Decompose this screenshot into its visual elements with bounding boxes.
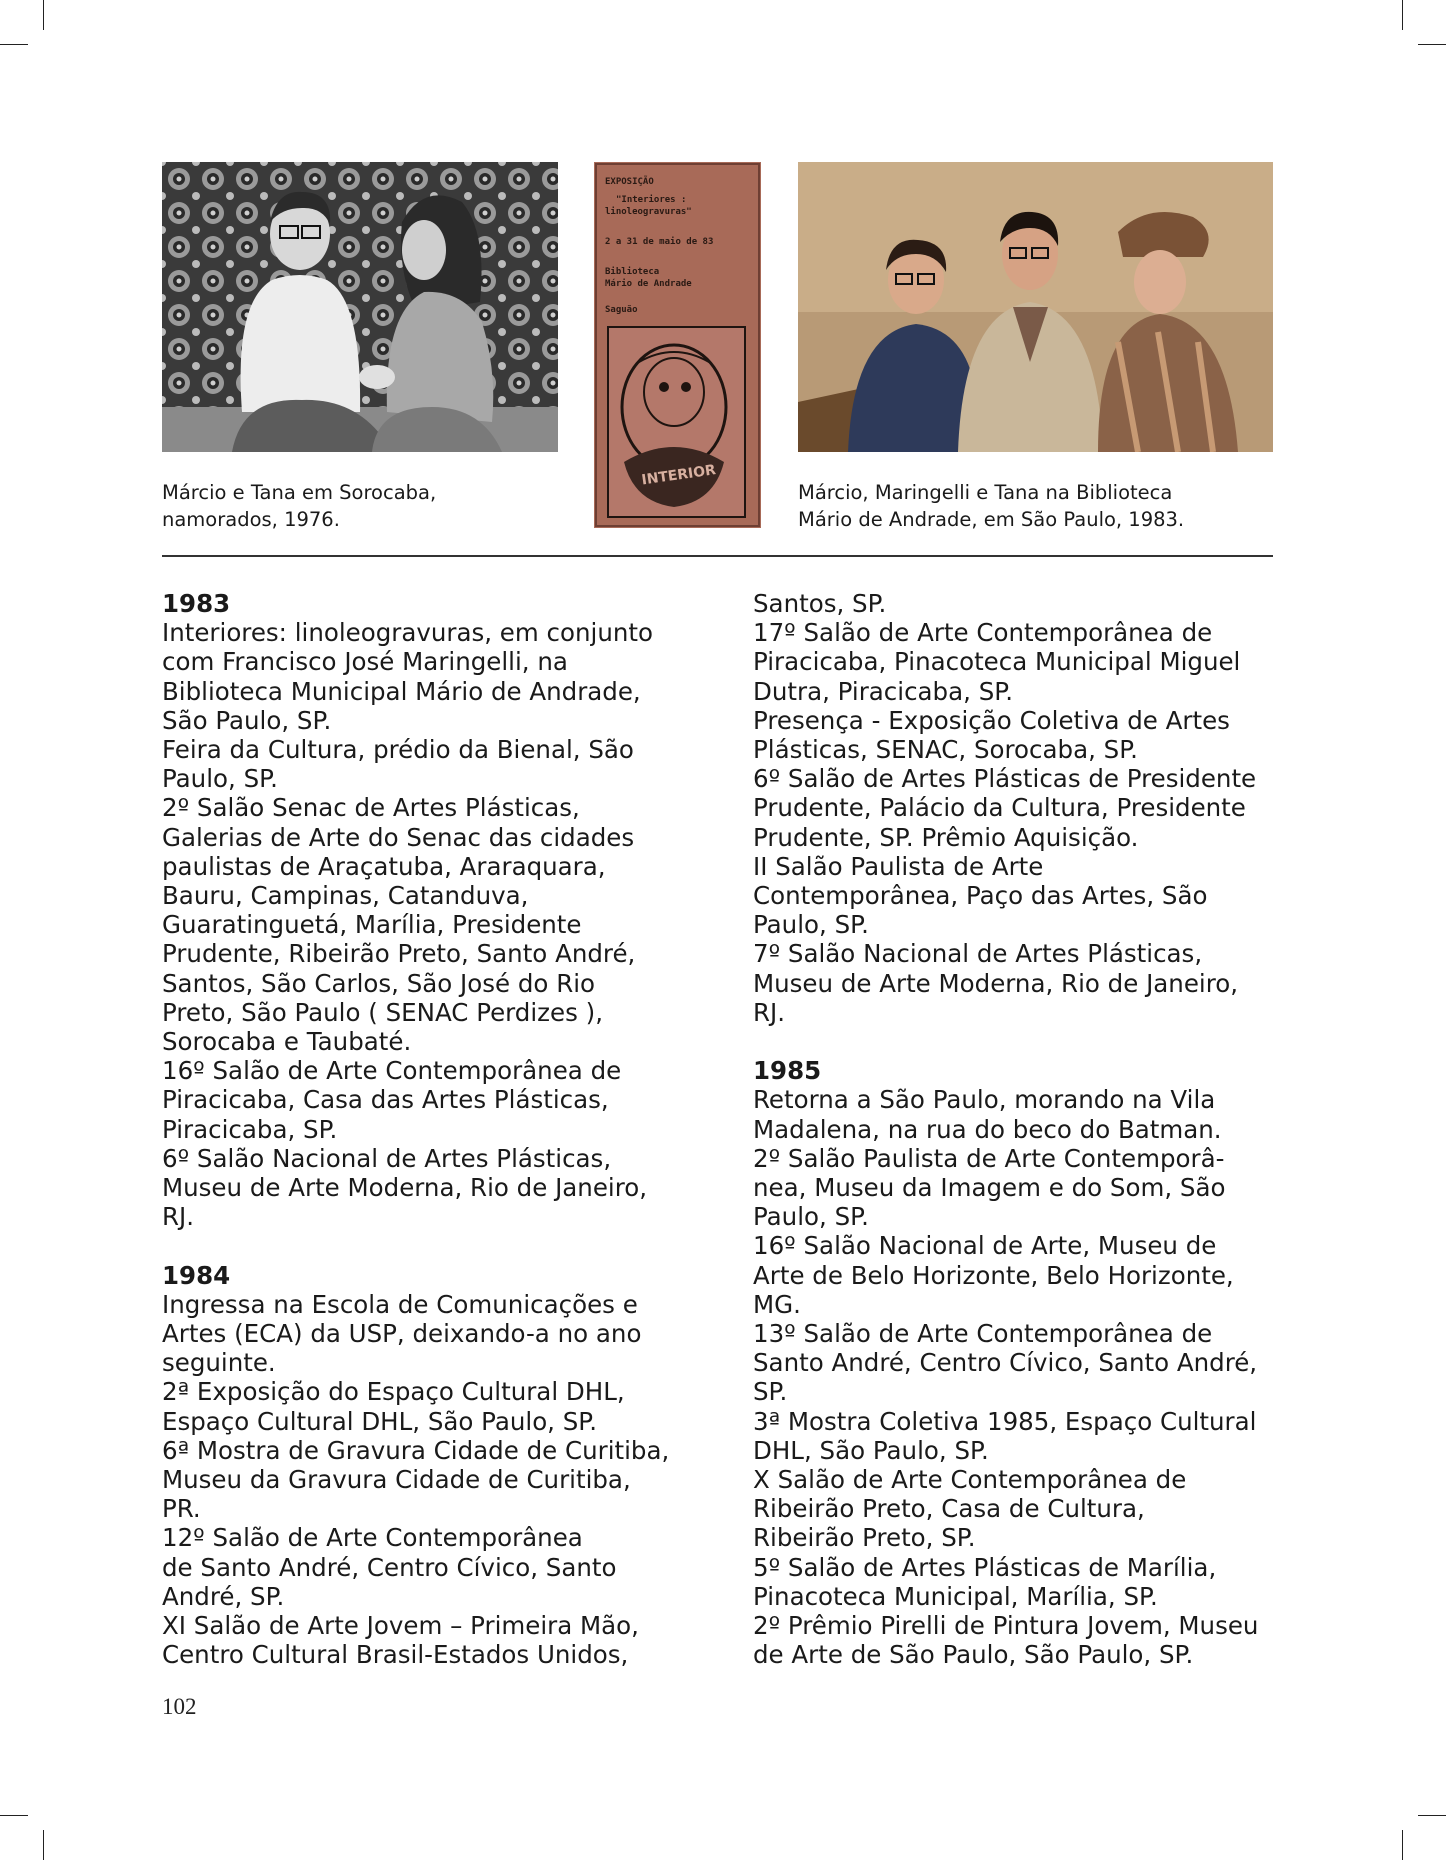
- year-heading-1984: 1984: [162, 1260, 231, 1290]
- entry-line: Arte de Belo Horizonte, Belo Horizonte,: [753, 1260, 1234, 1290]
- entry-line: PR.: [162, 1494, 201, 1524]
- year-heading-1985: 1985: [753, 1056, 822, 1086]
- entry-line: SP.: [753, 1377, 788, 1407]
- page-number: 102: [162, 1694, 197, 1719]
- caption-line: Márcio e Tana em Sorocaba,: [162, 481, 437, 504]
- entry-line: Piracicaba, Pinacoteca Municipal Miguel: [753, 647, 1241, 677]
- entry-line: 2º Salão Senac de Artes Plásticas,: [162, 793, 580, 823]
- crop-mark: [1418, 44, 1446, 45]
- caption-line: namorados, 1976.: [162, 508, 340, 531]
- entry-line: Piracicaba, Casa das Artes Plásticas,: [162, 1085, 609, 1115]
- entry-line: MG.: [753, 1289, 801, 1319]
- entry-line: Ribeirão Preto, Casa de Cultura,: [753, 1494, 1145, 1524]
- entry-line: 6º Salão de Artes Plásticas de Presidente: [753, 764, 1257, 794]
- crop-mark: [1402, 1830, 1403, 1860]
- entry-line: Paulo, SP.: [753, 910, 869, 940]
- entry-line: Preto, São Paulo ( SENAC Perdizes ),: [162, 997, 603, 1027]
- entry-line: 3ª Mostra Coletiva 1985, Espaço Cultural: [753, 1406, 1257, 1436]
- entry-line: 16º Salão Nacional de Arte, Museu de: [753, 1231, 1217, 1261]
- entry-line: Piracicaba, SP.: [162, 1114, 338, 1144]
- entry-line: II Salão Paulista de Arte: [753, 851, 1044, 881]
- entry-line: 2º Salão Paulista de Arte Contemporâ-: [753, 1143, 1225, 1173]
- entry-line: 12º Salão de Arte Contemporânea: [162, 1523, 583, 1553]
- entry-line: Madalena, na rua do beco do Batman.: [753, 1114, 1222, 1144]
- entry-line: 6ª Mostra de Gravura Cidade de Curitiba,: [162, 1435, 670, 1465]
- entry-line: Paulo, SP.: [162, 764, 278, 794]
- crop-mark: [1418, 1815, 1446, 1816]
- poster-line: "Interiores :: [616, 195, 687, 205]
- caption-line: Márcio, Maringelli e Tana na Biblioteca: [798, 481, 1173, 504]
- poster-line: Mário de Andrade: [605, 279, 692, 289]
- poster-art-text: INTERIOR: [640, 462, 717, 489]
- entry-line: X Salão de Arte Contemporânea de: [753, 1465, 1187, 1495]
- entry-line: Museu de Arte Moderna, Rio de Janeiro,: [162, 1173, 648, 1203]
- entry-line: Prudente, Ribeirão Preto, Santo André,: [162, 939, 636, 969]
- poster-line: EXPOSIÇÃO: [605, 177, 654, 187]
- entry-line: paulistas de Araçatuba, Araraquara,: [162, 851, 606, 881]
- entry-line: com Francisco José Maringelli, na: [162, 647, 568, 677]
- entry-line: Retorna a São Paulo, morando na Vila: [753, 1085, 1216, 1115]
- entry-line: seguinte.: [162, 1348, 276, 1378]
- entry-line: 2ª Exposição do Espaço Cultural DHL,: [162, 1377, 625, 1407]
- entry-line: Artes (ECA) da USP, deixando-a no ano: [162, 1319, 642, 1349]
- entry-line: Pinacoteca Municipal, Marília, SP.: [753, 1581, 1158, 1611]
- year-heading-1983: 1983: [162, 589, 231, 618]
- entry-line: Ingressa na Escola de Comunicações e: [162, 1289, 638, 1319]
- crop-mark: [0, 1815, 28, 1816]
- entry-line: XI Salão de Arte Jovem – Primeira Mão,: [162, 1611, 639, 1641]
- entry-line: Santos, São Carlos, São José do Rio: [162, 968, 596, 998]
- entry-line: Bauru, Campinas, Catanduva,: [162, 881, 529, 911]
- entry-line: 17º Salão de Arte Contemporânea de: [753, 618, 1213, 648]
- right-column: [753, 589, 1293, 1670]
- poster-line: 2 a 31 de maio de 83: [605, 237, 714, 247]
- entry-line: nea, Museu da Imagem e do Som, São: [753, 1173, 1226, 1203]
- entry-line: 5º Salão de Artes Plásticas de Marília,: [753, 1552, 1217, 1582]
- entry-line: Feira da Cultura, prédio da Bienal, São: [162, 735, 634, 765]
- section-gap: [162, 1231, 702, 1260]
- entry-line: Plásticas, SENAC, Sorocaba, SP.: [753, 735, 1138, 765]
- entry-line: Santos, SP.: [753, 589, 887, 618]
- entry-line: Interiores: linoleogravuras, em conjunto: [162, 618, 653, 648]
- entry-line: de Santo André, Centro Cívico, Santo: [162, 1552, 617, 1582]
- exhibition-poster: [594, 162, 761, 528]
- poster-artwork: [608, 327, 745, 517]
- entry-line: 6º Salão Nacional de Artes Plásticas,: [162, 1143, 612, 1173]
- entry-line: DHL, São Paulo, SP.: [753, 1435, 989, 1465]
- crop-mark: [1402, 0, 1403, 30]
- entry-line: Museu de Arte Moderna, Rio de Janeiro,: [753, 968, 1239, 998]
- entry-line: André, SP.: [162, 1581, 285, 1611]
- poster-line: Biblioteca: [605, 267, 660, 277]
- caption-line: Mário de Andrade, em São Paulo, 1983.: [798, 508, 1185, 531]
- photo-biblioteca-trio: [798, 162, 1273, 452]
- crop-mark: [0, 44, 28, 45]
- entry-line: Prudente, SP. Prêmio Aquisição.: [753, 822, 1139, 852]
- entry-line: Ribeirão Preto, SP.: [753, 1523, 976, 1553]
- entry-line: Presença - Exposição Coletiva de Artes: [753, 705, 1230, 735]
- entry-line: Prudente, Palácio da Cultura, Presidente: [753, 793, 1246, 823]
- section-gap: [753, 1027, 1293, 1056]
- entry-line: Espaço Cultural DHL, São Paulo, SP.: [162, 1406, 598, 1436]
- photo-couple-sorocaba: [162, 162, 558, 452]
- crop-mark: [43, 1830, 44, 1860]
- entry-line: 7º Salão Nacional de Artes Plásticas,: [753, 939, 1203, 969]
- entry-line: de Arte de São Paulo, São Paulo, SP.: [753, 1640, 1194, 1670]
- caption-left: [162, 479, 582, 533]
- crop-mark: [43, 0, 44, 30]
- entry-line: São Paulo, SP.: [162, 705, 332, 735]
- entry-line: Biblioteca Municipal Mário de Andrade,: [162, 676, 641, 706]
- entry-line: 16º Salão de Arte Contemporânea de: [162, 1056, 622, 1086]
- entry-line: Dutra, Piracicaba, SP.: [753, 676, 1013, 706]
- left-column: [162, 589, 702, 1670]
- entry-line: Museu da Gravura Cidade de Curitiba,: [162, 1465, 631, 1495]
- poster-line: Saguão: [605, 305, 638, 315]
- entry-line: Centro Cultural Brasil-Estados Unidos,: [162, 1640, 629, 1670]
- entry-line: 13º Salão de Arte Contemporânea de: [753, 1319, 1213, 1349]
- entry-line: Sorocaba e Taubaté.: [162, 1027, 412, 1057]
- poster-line: linoleogravuras": [605, 207, 692, 217]
- entry-line: Paulo, SP.: [753, 1202, 869, 1232]
- entry-line: Contemporânea, Paço das Artes, São: [753, 881, 1208, 911]
- entry-line: Guaratinguetá, Marília, Presidente: [162, 910, 582, 940]
- entry-line: Santo André, Centro Cívico, Santo André,: [753, 1348, 1258, 1378]
- horizontal-rule: [162, 555, 1273, 557]
- caption-right: [798, 479, 1273, 533]
- entry-line: 2º Prêmio Pirelli de Pintura Jovem, Museu: [753, 1611, 1259, 1641]
- entry-line: RJ.: [162, 1202, 195, 1232]
- entry-line: Galerias de Arte do Senac das cidades: [162, 822, 635, 852]
- entry-line: RJ.: [753, 997, 786, 1027]
